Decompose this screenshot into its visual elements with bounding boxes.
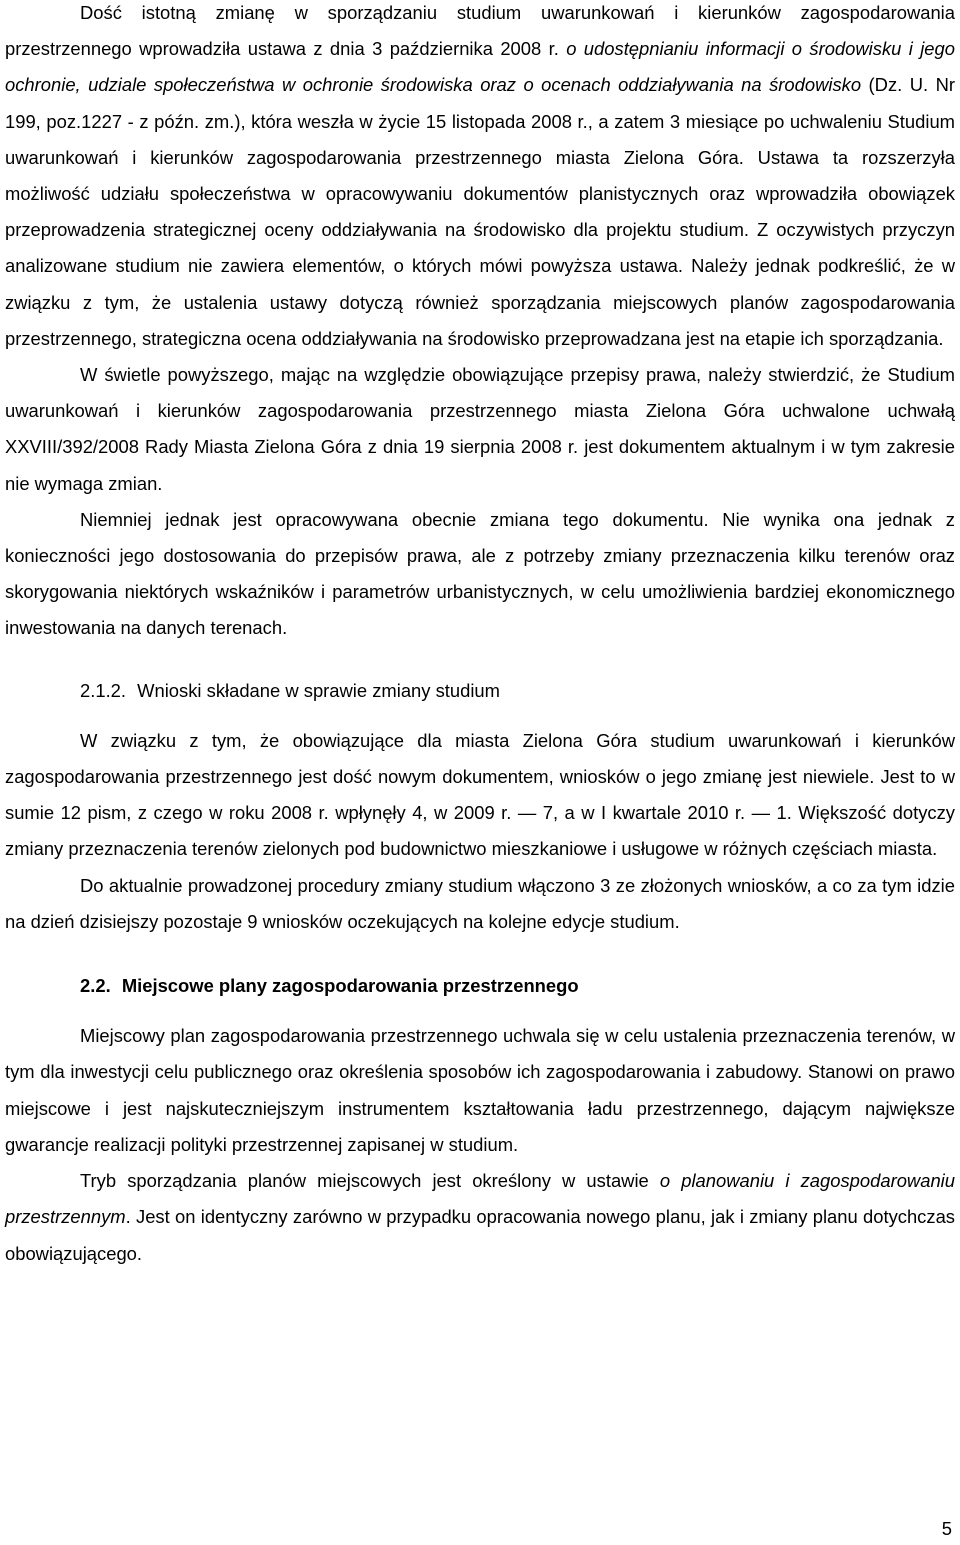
act-title-italic: o planowaniu i zagospodarowaniu przestrzennym bbox=[5, 1170, 955, 1228]
paragraph-text: (Dz. U. Nr 199, poz.1227 - z późn. zm.), która weszła w życie 15 listopada 2008 r., a zatem 3 miesiące po uchwaleniu Studium uwarunkowań i kierunków zagospodarowania przestrzennego miasta Zielona Góra. Ustawa ta rozszerzyła możliwość udziału społeczeństwa w opracowywaniu dokumentów planistycznych oraz wprowadziła obowiązek przeprowadzenia strategicznej oceny oddziaływania na środowisko dla projektu studium. Z oczywistych przyczyn analizowane studium nie zawiera elementów, o których mówi powyższa ustawa. Należy jednak podkreślić, że w związku z tym, że ustalenia ustawy dotyczą również sporządzania miejscowych planów zagospodarowania przestrzennego, strategiczna ocena oddziaływania na środowisko przeprowadzana jest na etapie ich sporządzania. bbox=[5, 74, 955, 349]
paragraph-procedure bbox=[5, 1163, 955, 1272]
section-number: 2.2. bbox=[80, 975, 111, 997]
paragraph-text: . Jest on identyczny zarówno w przypadku opracowania nowego planu, jak i zmiany planu dotychczas obowiązującego. bbox=[5, 1206, 955, 1264]
paragraph-ustawa-2008 bbox=[5, 0, 955, 357]
document-page bbox=[5, 0, 955, 1272]
page-number: 5 bbox=[941, 1518, 952, 1539]
paragraph-remaining-applications: Do aktualnie prowadzonej procedury zmiany studium włączono 3 ze złożonych wniosków, a co za tym idzie na dzień dzisiejszy pozostaje 9 wniosków oczekujących na kolejne edycje studium. bbox=[5, 874, 955, 932]
paragraph-text: Dość istotną zmianę w sporządzaniu studium uwarunkowań i kierunków zagospodarowania przestrzennego wprowadziła ustawa z dnia 3 października 2008 r. bbox=[5, 2, 955, 60]
section-title: Wnioski składane w sprawie zmiany studium bbox=[137, 679, 500, 701]
section-number: 2.1.2. bbox=[80, 679, 127, 701]
paragraph-conclusion: W świetle powyższego, mając na względzie obowiązujące przepisy prawa, należy stwierdzić, że Studium uwarunkowań i kierunków zagospodarowania przestrzennego miasta Zielona Góra uchwalone uchwałą XXVIII/392/2008 Rady Miasta Zielona Góra z dnia 19 sierpnia 2008 r. jest dokumentem aktualnym i w tym zakresie nie wymaga zmian. bbox=[5, 364, 955, 494]
section-title: Miejscowe plany zagospodarowania przestrzennego bbox=[121, 975, 579, 997]
act-title-italic: o udostępnianiu informacji o środowisku i jego ochronie, udziale społeczeństwa w ochronie środowiska oraz o ocenach oddziaływania na środowisko bbox=[5, 38, 955, 96]
section-heading-2-2 bbox=[5, 968, 955, 1004]
section-heading-2-1-2 bbox=[5, 673, 955, 709]
paragraph-applications: W związku z tym, że obowiązujące dla miasta Zielona Góra studium uwarunkowań i kierunków zagospodarowania przestrzennego jest dość nowym dokumentem, wniosków o jego zmianę jest niewiele. Jest to w sumie 12 pism, z czego w roku 2008 r. wpłynęły 4, w 2009 r. — 7, a w I kwartale 2010 r. — 1. Większość dotyczy zmiany przeznaczenia terenów zielonych pod budownictwo mieszkaniowe i usługowe w różnych częściach miasta. bbox=[5, 729, 955, 860]
paragraph-current-change: Niemniej jednak jest opracowywana obecnie zmiana tego dokumentu. Nie wynika ona jednak z konieczności jego dostosowania do przepisów prawa, ale z potrzeby zmiany przeznaczenia kilku terenów oraz skorygowania niektórych wskaźników i parametrów urbanistycznych, w celu umożliwienia bardziej ekonomicznego inwestowania na danych terenach. bbox=[5, 508, 955, 639]
paragraph-local-plan: Miejscowy plan zagospodarowania przestrzennego uchwala się w celu ustalenia przeznaczenia terenów, w tym dla inwestycji celu publicznego oraz określenia sposobów ich zagospodarowania i zabudowy. Stanowi on prawo miejscowe i jest najskuteczniejszym instrumentem kształtowania ładu przestrzennego, dającym największe gwarancje realizacji polityki przestrzennej zapisanej w studium. bbox=[5, 1025, 955, 1155]
paragraph-text: Tryb sporządzania planów miejscowych jest określony w ustawie bbox=[80, 1170, 660, 1192]
